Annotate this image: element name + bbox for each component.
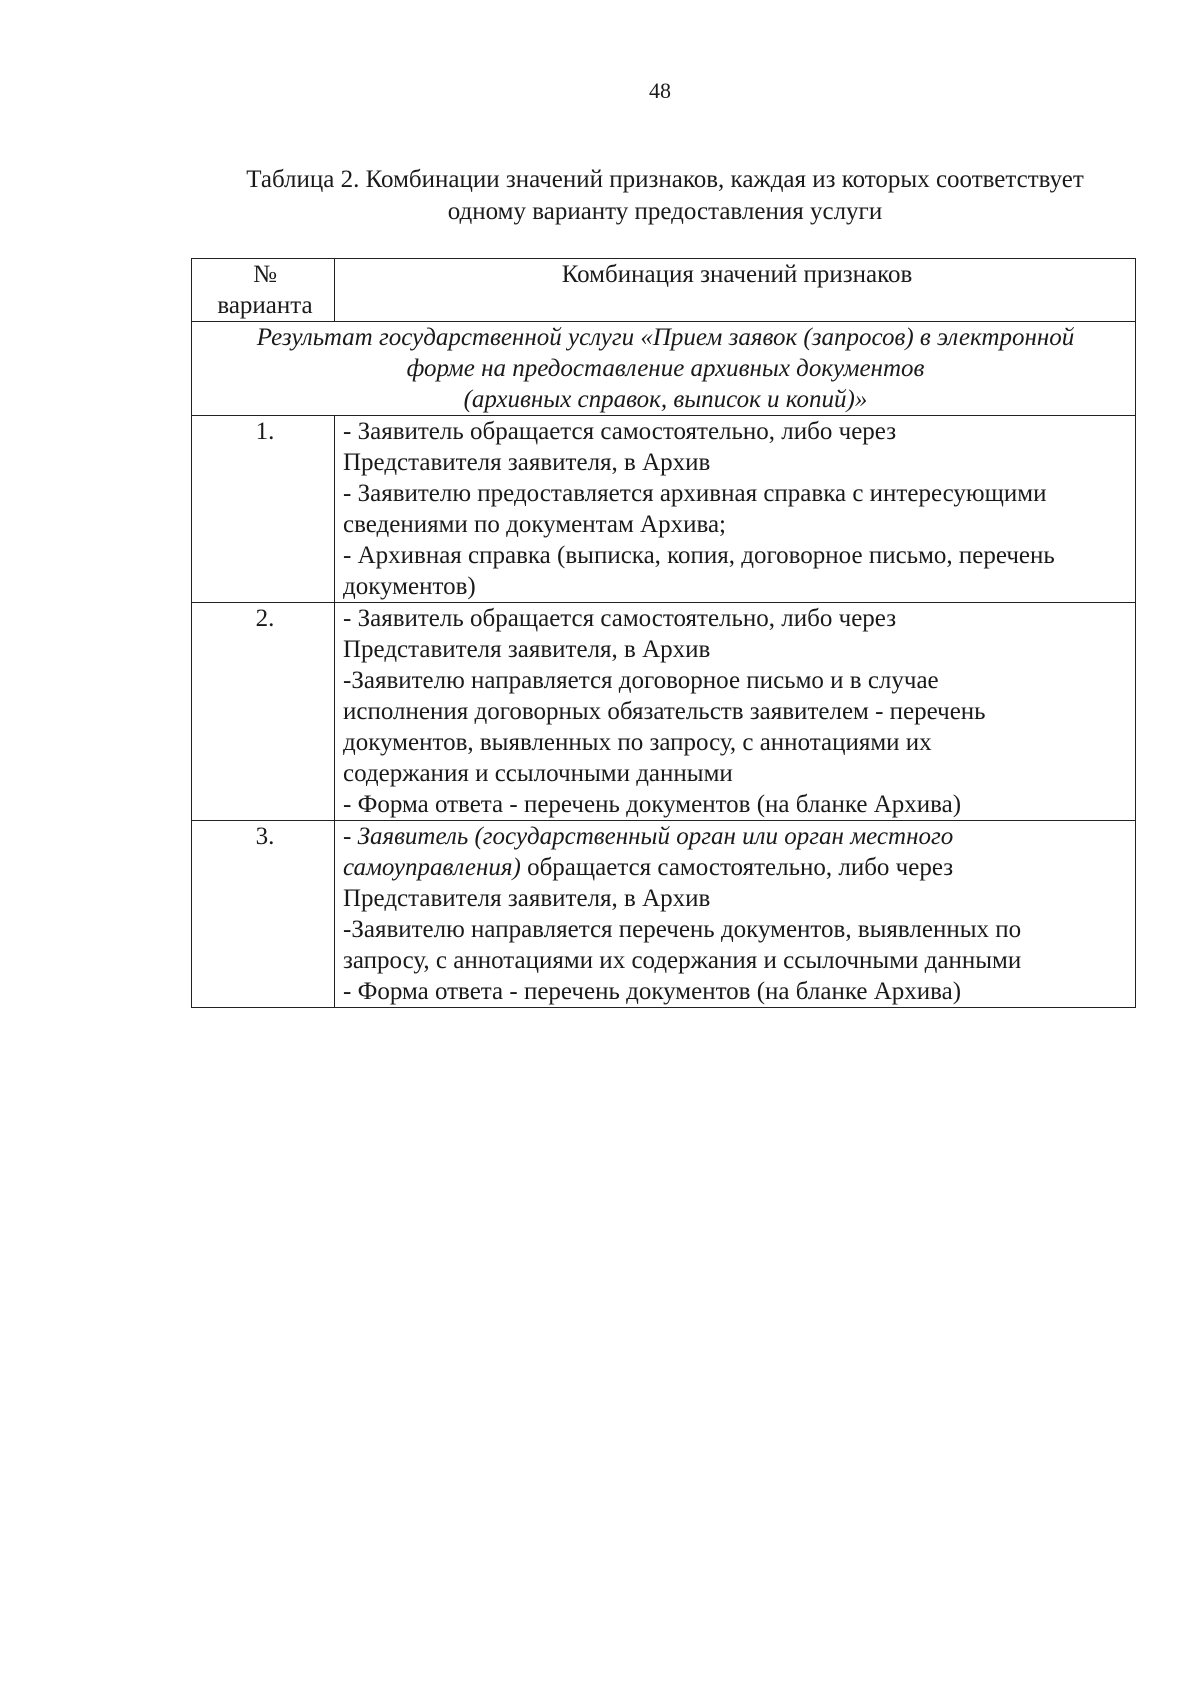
combination-line: документов): [343, 573, 476, 600]
table-row: [192, 821, 1136, 1008]
variant-number: 3.: [192, 821, 335, 1008]
result-cell: [192, 322, 1136, 416]
header-num-label: варианта: [217, 292, 313, 319]
table-header-row: [192, 259, 1136, 322]
combination-line: документов, выявленных по запросу, с аннотациями их: [343, 729, 932, 756]
caption-line: Таблица 2. Комбинации значений признаков, каждая из которых соответствует: [246, 166, 1084, 193]
variant-number: 2.: [192, 603, 335, 821]
combination-line: запросу, с аннотациями их содержания и ссылочными данными: [343, 947, 1022, 974]
combination-italic-fragment: самоуправления): [343, 854, 521, 881]
combination-cell: [335, 603, 1136, 821]
combination-line: исполнения договорных обязательств заявителем - перечень: [343, 698, 986, 725]
header-variant-number: [192, 259, 335, 322]
header-num-symbol: №: [253, 261, 277, 288]
combination-line: - Заявитель обращается самостоятельно, либо через: [343, 605, 897, 632]
combination-cell: [335, 416, 1136, 603]
combination-fragment: обращается самостоятельно, либо через: [520, 854, 954, 881]
combination-line: Представителя заявителя, в Архив: [343, 885, 711, 912]
combination-line: - Заявителю предоставляется архивная справка с интересующими: [343, 480, 1047, 507]
result-row: [192, 322, 1136, 416]
table-row: [192, 416, 1136, 603]
combination-line: содержания и ссылочными данными: [343, 760, 733, 787]
result-line: (архивных справок, выписок и копий)»: [463, 386, 868, 413]
combination-line: Представителя заявителя, в Архив: [343, 636, 711, 663]
combination-cell: [335, 821, 1136, 1008]
combination-line: - Форма ответа - перечень документов (на бланке Архива): [343, 978, 962, 1005]
combination-line: [343, 852, 1131, 883]
combination-line: - Заявитель (государственный орган или орган местного: [343, 823, 954, 850]
variants-table: [191, 258, 1136, 1008]
table-caption: [190, 164, 1140, 228]
table-row: [192, 603, 1136, 821]
combination-line: сведениями по документам Архива;: [343, 511, 726, 538]
variant-number: 1.: [192, 416, 335, 603]
page-number: 48: [649, 78, 671, 103]
caption-line: одному варианту предоставления услуги: [447, 198, 883, 225]
result-line: Результат государственной услуги «Прием заявок (запросов) в электронной: [256, 324, 1075, 351]
combination-line: -Заявителю направляется договорное письмо и в случае: [343, 667, 939, 694]
result-line: форме на предоставление архивных документов: [406, 355, 925, 382]
combination-line: -Заявителю направляется перечень документов, выявленных по: [343, 916, 1022, 943]
combination-line: - Заявитель обращается самостоятельно, либо через: [343, 418, 897, 445]
combination-line: Представителя заявителя, в Архив: [343, 449, 711, 476]
header-combination: Комбинация значений признаков: [335, 259, 1136, 322]
combination-line: - Архивная справка (выписка, копия, договорное письмо, перечень: [343, 542, 1055, 569]
combination-line: - Форма ответа - перечень документов (на бланке Архива): [343, 791, 962, 818]
